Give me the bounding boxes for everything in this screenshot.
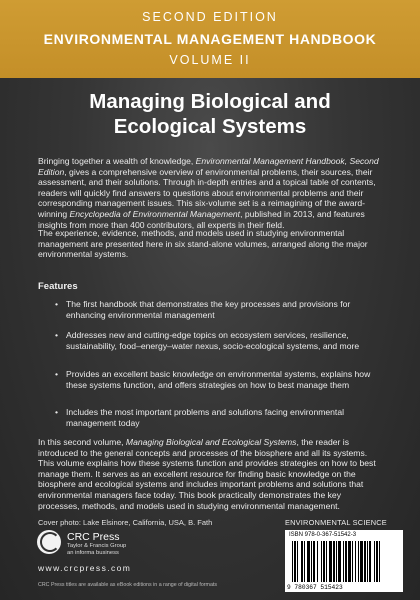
handbook-title: ENVIRONMENTAL MANAGEMENT HANDBOOK (43, 31, 377, 47)
bullet-icon: • (55, 299, 59, 309)
barcode (285, 530, 403, 592)
series-label: ENVIRONMENTAL SCIENCE (285, 518, 387, 527)
barcode-number: 9 780367 515423 (287, 584, 343, 591)
cover-photo-credit: Cover photo: Lake Elsinore, California, USA, B. Fath (38, 518, 213, 527)
feature-item: • The first handbook that demonstrates the key processes and provisions for enhancing environmental management (55, 299, 351, 320)
book-title (20, 89, 400, 139)
feature-item: • Includes the most important problems and solutions facing environmental management today (55, 407, 345, 428)
publisher-url[interactable]: www.crcpress.com (38, 563, 132, 573)
crc-logo-mark (40, 532, 60, 552)
feature-item: • Addresses new and cutting-edge topics on ecosystem services, resilience, sustainability, food–energy–water nexus, socio-ecological systems, and more (55, 330, 360, 351)
isbn-label: ISBN 978-0-367-51542-3 (289, 532, 357, 538)
bullet-icon: • (55, 369, 59, 379)
features-heading: Features (38, 281, 78, 292)
bullet-icon: • (55, 407, 59, 417)
barcode-bars-icon (292, 541, 398, 582)
book-title-line-2: Ecological Systems (113, 115, 307, 138)
header-banner (0, 0, 420, 78)
edition-label: SECOND EDITION (142, 10, 278, 24)
publisher-name: CRC Press (67, 531, 120, 543)
methods-paragraph: The experience, evidence, methods, and models used in studying environmental management are presented here in six stand-alone volumes, arranged along the major environmental systems. (38, 228, 368, 260)
book-title-line-1: Managing Biological and (89, 90, 331, 113)
intro-paragraph: Bringing together a wealth of knowledge, Environmental Management Handbook, Second Edition, gives a comprehensive overview of environmental problems, their sources, their assessment, and their solutions. Through in-depth entries and a topical table of contents, readers will quickly find answers to questions about environmental problems and their corresponding management issues. This six-volume set is a reimagining of the award-winning Encyclopedia of Environmental Management, published in 2013, and features insights from more than 400 contributors, all experts in their field. (38, 156, 379, 230)
publisher-group: Taylor & Francis Group (67, 543, 127, 549)
volume-label: VOLUME II (169, 53, 251, 67)
ebook-footnote: CRC Press titles are available as eBook editions in a range of digital formats (38, 582, 218, 588)
bullet-icon: • (55, 330, 59, 340)
volume-description-paragraph: In this second volume, Managing Biological and Ecological Systems, the reader is introduced to the general concepts and processes of the biosphere and all its systems. This volume explains how these systems function and provides strategies on how to best manage them. It serves as an excellent resource for finding basic knowledge on the biosphere and ecological systems and includes important problems and solutions that environmental managers face today. This book practically demonstrates the key processes, methods, and models used in studying environmental management. (38, 437, 376, 511)
publisher-informa: an informa business (67, 550, 119, 556)
feature-item: • Provides an excellent basic knowledge on environmental systems, explains how these systems function, and offers strategies on how to best manage them (55, 369, 371, 390)
